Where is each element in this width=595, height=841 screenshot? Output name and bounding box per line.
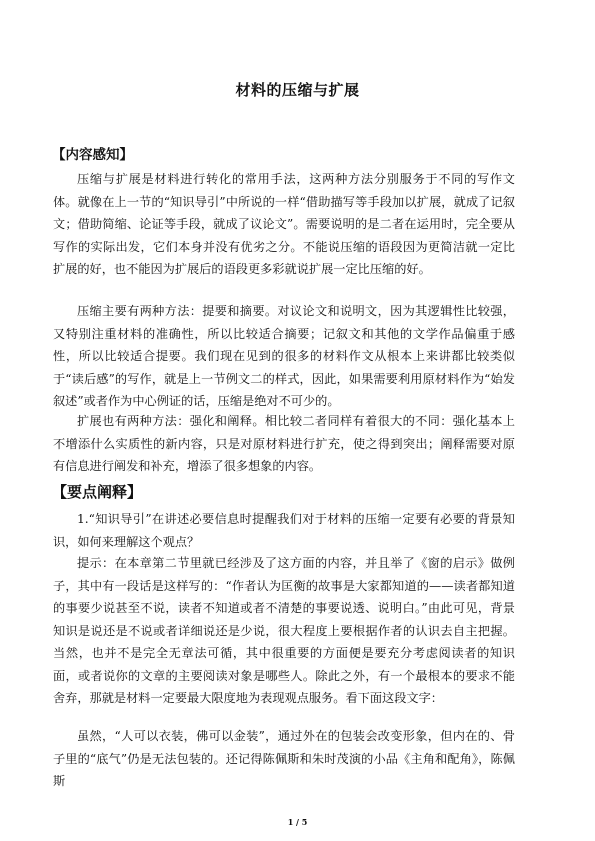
- paragraph-compression-expansion-intro: 压缩与扩展是材料进行转化的常用手法，这两种方法分别服务于不同的写作文体。就像在上一节的“知识导引”中所说的一样“借助描写等手段加以扩展，就成了记叙文；借助简缩、论证等手段，就成了议论文”。需要说明的是二者在运用时，完全要从写作的实际出发，它们本身并没有优劣之分。不能说压缩的语段因为更简洁就一定比扩展的好，也不能因为扩展后的语段更多彩就说扩展一定比压缩的好。: [53, 172, 515, 276]
- paragraph-compression-methods: 压缩主要有两种方法：提要和摘要。对议论文和说明文，因为其逻辑性比较强，又特别注重材料的准确性，所以比较适合摘要；记叙文和其他的文学作品偏重于感性，所以比较适合提要。我们现在见到的很多的材料作文从根本上来讲都比较类似于“读后感”的写作，就是上一节例文二的样式，因此，如果需要利用原材料作为“始发叙述”或者作为中心例证的话，压缩是绝对不可少的。: [53, 304, 515, 408]
- page-number: 1 / 5: [287, 817, 308, 827]
- hint-paragraph: 提示：在本章第二节里就已经涉及了这方面的内容，并且举了《窗的启示》做例子，其中有一段话是这样写的：“作者认为匡衡的故事是大家都知道的——读者都知道的事要少说甚至不说，读者不知道或者不清楚的事要说透、说明白。”由此可见，背景知识是说还是不说或者详细说还是少说，很大程度上要根据作者的认识去自主把握。当然，也并不是完全无章法可循，其中很重要的方面便是要充分考虑阅读者的知识面，或者说你的文章的主要阅读对象是哪些人。除此之外，有一个最根本的要求不能舍弃，那就是材料一定要最大限度地为表现观点服务。看下面这段文字：: [53, 556, 515, 705]
- paragraph-expansion-methods: 扩展也有两种方法：强化和阐释。相比较二者同样有着很大的不同：强化基本上不增添什么实质性的新内容，只是对原材料进行扩充，使之得到突出；阐释需要对原有信息进行阐发和补充，增添了很多想象的内容。: [53, 414, 515, 473]
- section-heading-content-perception: 【内容感知】: [52, 147, 133, 163]
- question-1: 1.“知识导引”在讲述必要信息时提醒我们对于材料的压缩一定要有必要的背景知识，如何来理解这个观点？: [53, 512, 515, 549]
- section-heading-key-points: 【要点阐释】: [52, 483, 143, 501]
- example-paragraph: 虽然，“人可以衣装，佛可以金装”，通过外在的包装会改变形象，但内在的、骨子里的“底气”仍是无法包装的。还记得陈佩斯和朱时茂演的小品《主角和配角》，陈佩斯: [53, 729, 515, 788]
- page-title: 材料的压缩与扩展: [235, 81, 360, 99]
